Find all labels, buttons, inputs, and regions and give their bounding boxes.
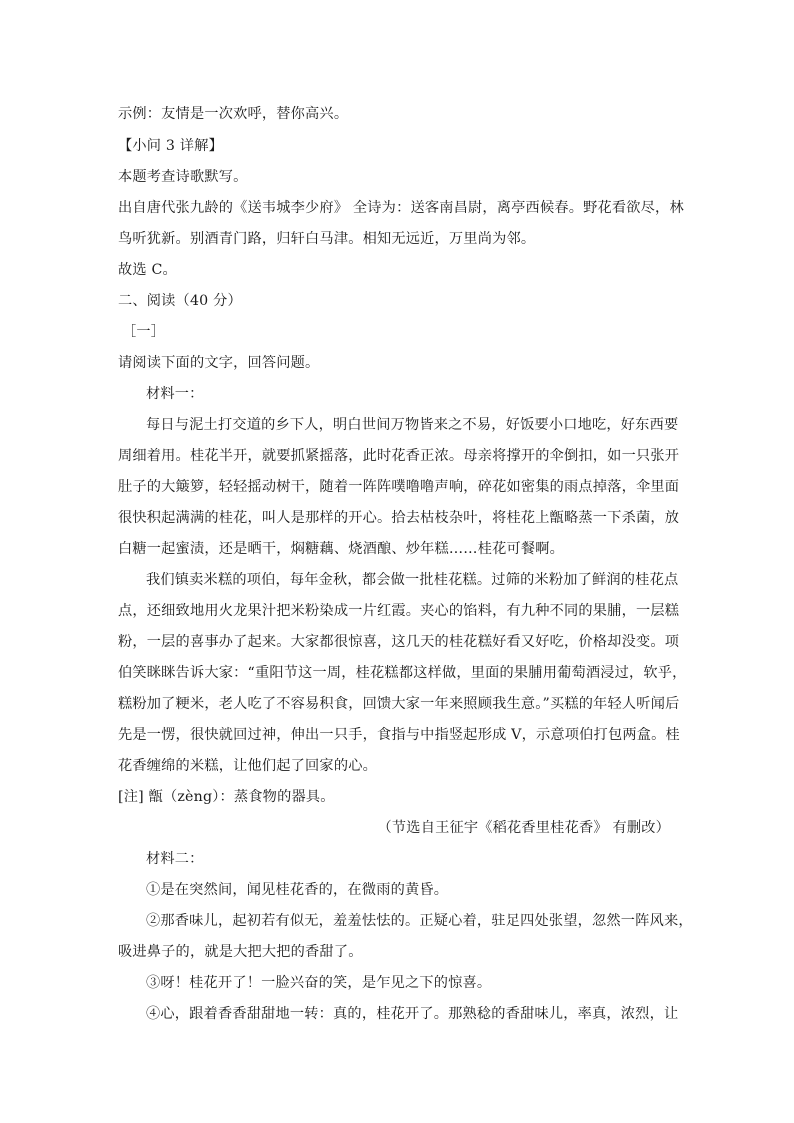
source-citation: （节选自王征宇《稻花香里桂花香》 有删改） xyxy=(377,820,670,836)
paragraph-2-line-4: 伯笑眯眯告诉大家：“重阳节这一周，桂花糕都这样做，里面的果脯用葡萄酒浸过，软乎， xyxy=(118,665,687,681)
material-two-paragraph-2-line-1: ②那香味儿，起初若有似无，羞羞怯怯的。正疑心着，驻足四处张望，忽然一阵风来， xyxy=(146,913,693,929)
part-one-marker: ［一］ xyxy=(122,324,166,340)
paragraph-2-line-6: 先是一愣，很快就回过神，伸出一只手，食指与中指竖起形成 V，示意项伯打包两盒。桂 xyxy=(118,727,680,743)
material-two-paragraph-2-line-2: 吸进鼻子的，就是大把大把的香甜了。 xyxy=(118,944,363,960)
paragraph-2-line-1: 我们镇卖米糕的项伯，每年金秋，都会做一批桂花糕。过筛的米粉加了鲜润的桂花点 xyxy=(146,572,679,588)
answer-choice-line: 故选 C。 xyxy=(118,262,177,278)
material-two-label: 材料二： xyxy=(146,851,204,867)
footnote: [注] 甑（zèng）：蒸食物的器具。 xyxy=(118,789,335,805)
material-two-paragraph-1: ①是在突然间，闻见桂花香的，在微雨的黄昏。 xyxy=(146,882,449,898)
paragraph-2-line-3: 粉，一层的喜事办了起来。大家都很惊喜，这几天的桂花糕好看又好吃，价格却没变。项 xyxy=(118,634,680,650)
poem-source-line-1: 出自唐代张九龄的《送韦城李少府》 全诗为：送客南昌尉，离亭西候春。野花看欲尽，林 xyxy=(118,200,684,216)
poem-source-line-2: 鸟听犹新。别酒青门路，归轩白马津。相知无远近，万里尚为邻。 xyxy=(118,231,536,247)
reading-instruction: 请阅读下面的文字，回答问题。 xyxy=(118,355,320,371)
material-two-paragraph-3: ③呀！桂花开了！一脸兴奋的笑，是乍见之下的惊喜。 xyxy=(146,975,492,991)
paragraph-2-line-2: 点，还细致地用火龙果汁把米粉染成一片红霞。夹心的馅料，有九种不同的果脯，一层糕 xyxy=(118,603,680,619)
material-two-paragraph-4-line-1: ④心，跟着香香甜甜地一转：真的，桂花开了。那熟稔的香甜味儿，率真，浓烈，让 xyxy=(146,1006,679,1022)
paragraph-1-line-1: 每日与泥土打交道的乡下人，明白世间万物皆来之不易，好饭要小口地吃，好东西要 xyxy=(146,417,679,433)
paragraph-1-line-3: 肚子的大簸箩，轻轻摇动树干，随着一阵阵噗噜噜声响，碎花如密集的雨点掉落，伞里面 xyxy=(118,479,680,495)
paragraph-2-line-5: 糕粉加了粳米，老人吃了不容易积食，回馈大家一年来照顾我生意。”买糕的年轻人听闻后 xyxy=(118,696,680,712)
example-answer-line: 示例：友情是一次欢呼，替你高兴。 xyxy=(118,106,349,122)
section-heading-reading: 二、阅读（40 分） xyxy=(118,293,242,309)
explanation-line: 本题考查诗歌默写。 xyxy=(118,169,248,185)
question-3-heading: 【小问 3 详解】 xyxy=(118,138,223,154)
paragraph-1-line-5: 白糖一起蜜渍，还是晒干，焖糖藕、烧酒酿、炒年糕……桂花可餐啊。 xyxy=(118,541,565,557)
paragraph-2-line-7: 花香缠绵的米糕，让他们起了回家的心。 xyxy=(118,758,377,774)
material-one-label: 材料一： xyxy=(146,386,204,402)
paragraph-1-line-4: 很快积起满满的桂花，叫人是那样的开心。拾去枯枝杂叶，将桂花上甑略蒸一下杀菌，放 xyxy=(118,510,680,526)
paragraph-1-line-2: 周细着用。桂花半开，就要抓紧摇落，此时花香正浓。母亲将撑开的伞倒扣，如一只张开 xyxy=(118,448,680,464)
